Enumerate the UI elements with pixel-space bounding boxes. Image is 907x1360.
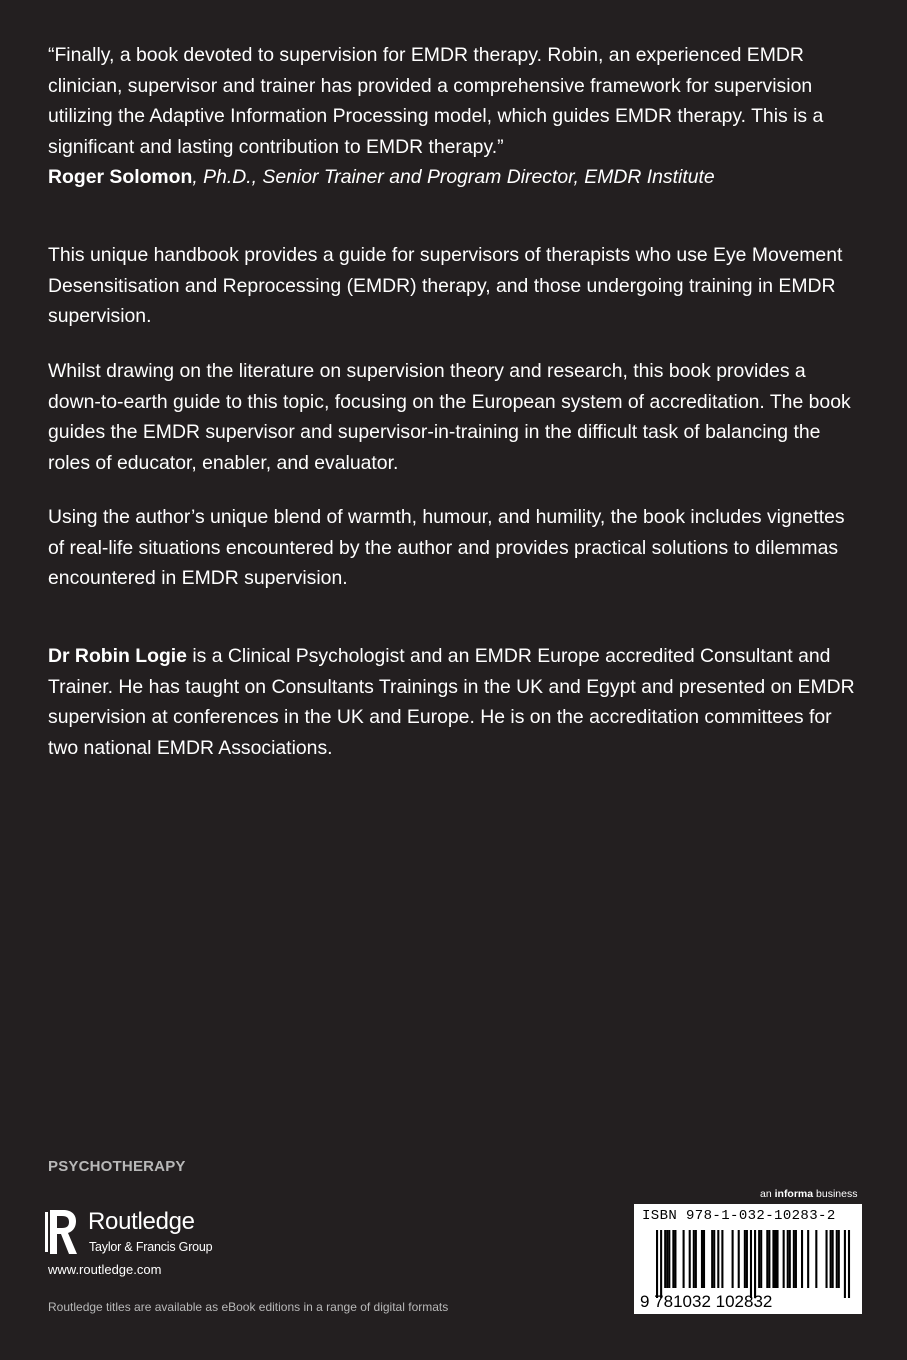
barcode-bar (848, 1230, 850, 1298)
informa-brand: informa (774, 1188, 814, 1200)
barcode-bar (801, 1230, 803, 1288)
barcode-digits: 9 781032 102832 (640, 1292, 773, 1311)
barcode-bar (695, 1230, 697, 1288)
barcode-bar (795, 1230, 797, 1288)
barcode-bar (674, 1230, 676, 1288)
barcode-bar (793, 1230, 795, 1288)
quote-attribution (48, 162, 863, 193)
barcode-bar (701, 1230, 703, 1288)
quote-author-credentials: , Ph.D., Senior Trainer and Program Director, EMDR Institute (192, 166, 715, 189)
quote-author: Roger Solomon (48, 166, 193, 189)
informa-tagline (760, 1188, 857, 1200)
publisher-logo (44, 1206, 284, 1258)
barcode-bar (825, 1230, 827, 1288)
barcode-bar (713, 1230, 715, 1288)
barcode-bar (666, 1230, 668, 1288)
barcode-bar (668, 1230, 670, 1288)
barcode-bar (776, 1230, 778, 1288)
barcode-bar (717, 1230, 719, 1288)
barcode-bar (711, 1230, 713, 1288)
barcode-bar (738, 1230, 740, 1288)
barcode-bar (746, 1230, 748, 1288)
barcode-bar (760, 1230, 762, 1288)
informa-prefix: an (760, 1188, 775, 1200)
subject-category: PSYCHOTHERAPY (48, 1158, 186, 1175)
description-paragraph-1: This unique handbook provides a guide for supervisors of therapists who use Eye Movement Desensitisation and Reprocessing (EMDR) therapy, and those undergoing training in EMDR supervision. (48, 244, 843, 328)
description-paragraph-2: Whilst drawing on the literature on supervision theory and research, this book provides a down-to-earth guide to this topic, focusing on the European system of accreditation. The book guides the EMDR supervisor and supervisor-in-training in the difficult task of balancing the roles of educator, enabler, and evaluator. (48, 360, 851, 474)
description-paragraph-3: Using the author’s unique blend of warmth, humour, and humility, the book includes vignettes of real-life situations encountered by the author and provides practical solutions to dilemmas encountered in EMDR supervision. (48, 506, 845, 590)
barcode-bar (774, 1230, 776, 1288)
barcode-bar (664, 1230, 666, 1288)
barcode-bar (693, 1230, 695, 1288)
barcode-bar (836, 1230, 838, 1288)
barcode-bar (758, 1230, 760, 1288)
barcode-bar (703, 1230, 705, 1288)
barcode-bar (689, 1230, 691, 1288)
author-bio (48, 641, 863, 763)
barcode-bar (750, 1230, 752, 1298)
barcode-bar (772, 1230, 774, 1288)
barcode-bar (815, 1230, 817, 1288)
author-bio-text: is a Clinical Psychologist and an EMDR Europe accredited Consultant and Trainer. He has taught on Consultants Trainings in the UK and Egypt and presented on EMDR supervision at conferences in the UK and Europe. He is on the accreditation committees for two national EMDR Associations. (48, 645, 855, 759)
barcode-bar (683, 1230, 685, 1288)
informa-suffix: business (813, 1188, 858, 1200)
barcode-bar (783, 1230, 785, 1288)
publisher-group: Taylor & Francis Group (89, 1240, 213, 1254)
barcode-bar (832, 1230, 834, 1288)
quote-text: “Finally, a book devoted to supervision for EMDR therapy. Robin, an experienced EMDR clinician, supervisor and trainer has provided a comprehensive framework for supervision utilizing the Adaptive Information Processing model, which guides EMDR therapy. This is a significant and lasting contribution to EMDR therapy.” (48, 44, 824, 158)
barcode-bar (766, 1230, 768, 1288)
isbn-label: ISBN 978-1-032-10283-2 (642, 1208, 836, 1224)
barcode-bar (660, 1230, 662, 1298)
barcode-bar (787, 1230, 789, 1288)
barcode-bar (789, 1230, 791, 1288)
barcode-bar (721, 1230, 723, 1288)
barcode-bar (844, 1230, 846, 1298)
barcode-bar (838, 1230, 840, 1288)
barcode-bar (830, 1230, 832, 1288)
barcode-bar (768, 1230, 770, 1288)
author-name: Dr Robin Logie (48, 645, 187, 667)
publisher-name: Routledge (88, 1208, 195, 1235)
publisher-url: www.routledge.com (48, 1262, 162, 1277)
ebook-note: Routledge titles are available as eBook editions in a range of digital formats (48, 1300, 449, 1314)
endorsement-quote (48, 40, 863, 193)
barcode-bar (672, 1230, 674, 1288)
barcode-bars (642, 1230, 854, 1298)
barcode-bar (744, 1230, 746, 1288)
barcode-bar (807, 1230, 809, 1288)
isbn-barcode (634, 1204, 862, 1314)
routledge-r-icon (44, 1206, 80, 1258)
barcode-bar (732, 1230, 734, 1288)
barcode-bar (656, 1230, 658, 1298)
barcode-bar (754, 1230, 756, 1298)
